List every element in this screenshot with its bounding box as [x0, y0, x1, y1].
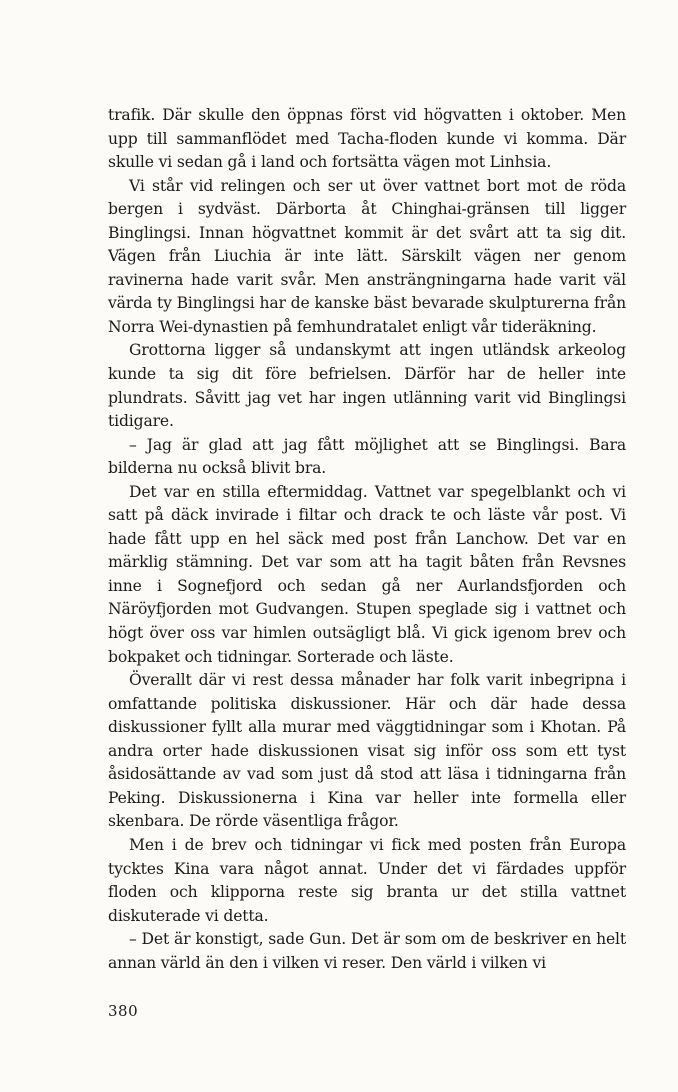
page-number: 380: [108, 1002, 139, 1020]
paragraph-eftermiddag: Det var en stilla eftermiddag. Vattnet var spegelblankt och vi satt på däck invirade i filtar och drack te och läste vår post. Vi hade fått upp en hel säck med post från Lanchow. Det var en märklig stämning. Det var som att ha tagit båten från Revsnes inne i Sognefjord och sedan gå ner Aurlandsfjorden och Näröyfjorden mot Gudvangen. Stupen speglade sig i vattnet och högt över oss var himlen outsägligt blå. Vi gick igenom brev och bokpaket och tidningar. Sorterade och läste.: [108, 482, 626, 666]
paragraph-continuation: trafik. Där skulle den öppnas först vid högvatten i oktober. Men upp till sammanflödet med Tacha-floden kunde vi komma. Där skulle vi sedan gå i land och fortsätta vägen mot Linhsia.: [108, 106, 626, 172]
body-text: [108, 104, 626, 975]
paragraph-dialogue-gun: – Det är konstigt, sade Gun. Det är som om de beskriver en helt annan värld än den i vilken vi reser. Den värld i vilken vi: [108, 930, 626, 972]
paragraph-diskussioner: Överallt där vi rest dessa månader har folk varit inbegripna i omfattande politiska diskussioner. Här och där hade dessa diskussioner fyllt alla murar med väggtidningar som i Khotan. På andra orter hade diskussionen visat sig inför oss som ett tyst åsidosättande av vad som just då stod att läsa i tidningarna från Peking. Diskussionerna i Kina var heller inte formella eller skenbara. De rörde väsentliga frågor.: [108, 671, 626, 831]
paragraph-europa: Men i de brev och tidningar vi fick med posten från Europa tycktes Kina vara något annat. Under det vi färdades uppför floden och klipporna reste sig branta ur det stilla vattnet diskuterade vi detta.: [108, 835, 626, 925]
paragraph-grottorna: Grottorna ligger så undanskymt att ingen utländsk arkeolog kunde ta sig dit före befrielsen. Därför har de heller inte plundrats. Såvitt jag vet har ingen utlänning varit vid Binglingsi tidigare.: [108, 341, 626, 431]
paragraph-binglingsi: Vi står vid relingen och ser ut över vattnet bort mot de röda bergen i sydväst. Därborta åt Chinghai-gränsen till ligger Binglingsi. Innan högvattnet kommit är det svårt att ta sig dit. Vägen från Liuchia är inte lätt. Särskilt vägen ner genom ravinerna hade varit svår. Men ansträngningarna hade varit väl värda ty Binglingsi har de kanske bäst bevarade skulpturerna från Norra Wei-dynastien på femhundratalet enligt vår tideräkning.: [108, 176, 626, 336]
paragraph-dialogue-glad: – Jag är glad att jag fått möjlighet att se Binglingsi. Bara bilderna nu också blivit bra.: [108, 435, 626, 478]
